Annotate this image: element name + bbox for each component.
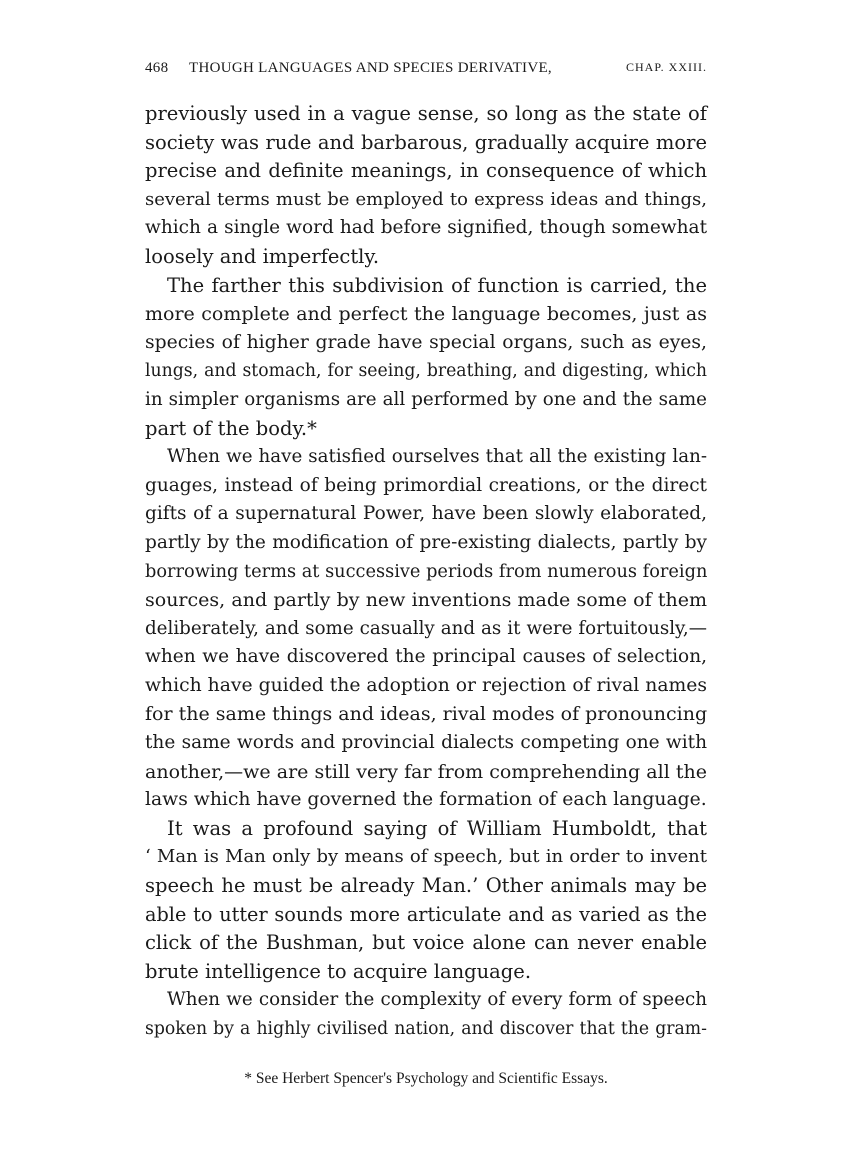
- text-line: When we have satisfied ourselves that all the existing lan-: [167, 446, 707, 468]
- chapter-label: CHAP. XXIII.: [626, 60, 707, 74]
- footnote: * See Herbert Spencer's Psychology and Scientific Essays.: [244, 1070, 608, 1087]
- page-number: 468: [145, 60, 169, 76]
- text-line: able to utter sounds more articulate and as varied as the: [145, 902, 707, 926]
- text-line: several terms must be employed to express ideas and things,: [145, 188, 707, 210]
- text-line: guages, instead of being primordial creations, or the direct: [145, 474, 707, 496]
- text-line: the same words and provincial dialects competing one with: [145, 732, 707, 754]
- text-line: which have guided the adoption or rejection of rival names: [145, 674, 707, 696]
- text-line: in simpler organisms are all performed by one and the same: [145, 388, 707, 410]
- text-line: speech he must be already Man.’ Other animals may be: [145, 874, 707, 898]
- text-line: laws which have governed the formation of each language.: [145, 789, 707, 811]
- text-line: species of higher grade have special organs, such as eyes,: [145, 331, 707, 353]
- text-line: precise and definite meanings, in consequence of which: [145, 159, 707, 183]
- text-line: when we have discovered the principal causes of selection,: [145, 646, 707, 668]
- text-line: ‘ Man is Man only by means of speech, but in order to invent: [145, 846, 707, 868]
- text-line: lungs, and stomach, for seeing, breathing, and digesting, which: [145, 361, 707, 382]
- text-line: previously used in a vague sense, so long as the state of: [145, 102, 707, 125]
- text-line: gifts of a supernatural Power, have been slowly elaborated,: [145, 503, 707, 525]
- text-line: part of the body.*: [145, 416, 317, 440]
- running-head: [145, 60, 707, 86]
- running-title: THOUGH LANGUAGES AND SPECIES DERIVATIVE,: [189, 60, 552, 76]
- text-line: It was a profound saying of William Humboldt, that: [167, 816, 707, 840]
- text-line: When we consider the complexity of every form of speech: [167, 989, 707, 1011]
- text-line: society was rude and barbarous, gradually acquire more: [145, 130, 707, 154]
- text-line: borrowing terms at successive periods from numerous foreign: [145, 561, 708, 582]
- text-line: click of the Bushman, but voice alone can never enable: [145, 931, 707, 955]
- text-line: which a single word had before signified, though somewhat: [145, 217, 707, 239]
- text-line: partly by the modification of pre-existing dialects, partly by: [145, 531, 707, 553]
- text-line: for the same things and ideas, rival modes of pronouncing: [145, 703, 708, 726]
- text-line: deliberately, and some casually and as it were fortuitously,—: [145, 617, 707, 639]
- text-line: spoken by a highly civilised nation, and discover that the gram-: [145, 1019, 707, 1039]
- text-line: The farther this subdivision of function is carried, the: [167, 273, 707, 297]
- text-line: another,—we are still very far from comprehending all the: [145, 760, 707, 783]
- text-line: brute intelligence to acquire language.: [145, 959, 532, 983]
- text-line: more complete and perfect the language becomes, just as: [145, 303, 707, 326]
- text-line: sources, and partly by new inventions made some of them: [145, 589, 707, 612]
- body-text: [145, 100, 707, 1044]
- text-line: loosely and imperfectly.: [145, 244, 380, 268]
